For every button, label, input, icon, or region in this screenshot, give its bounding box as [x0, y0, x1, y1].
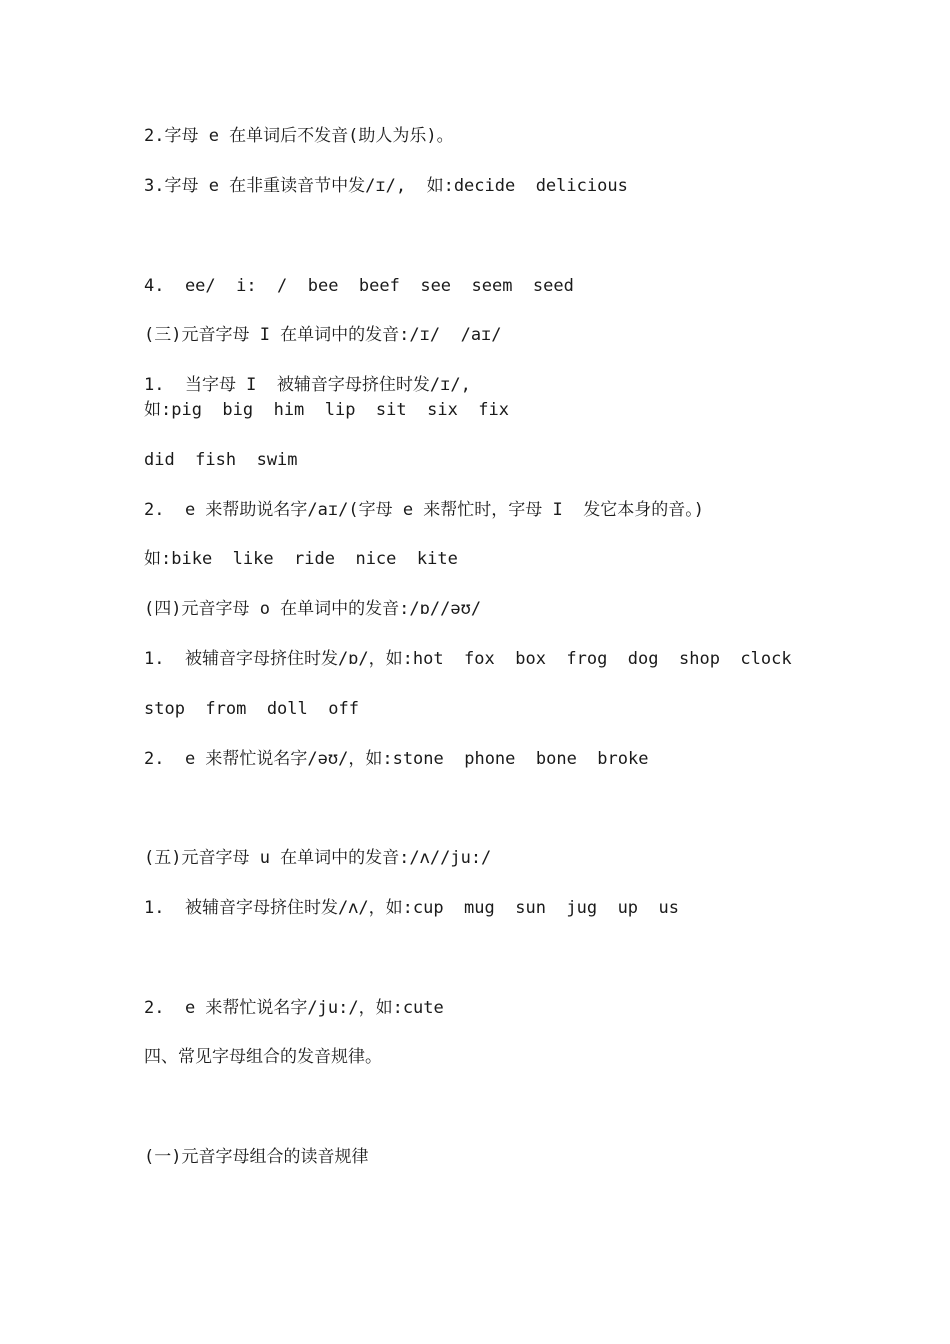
- text-line: 4. ee/ i: / bee beef see seem seed: [144, 276, 574, 296]
- text-line: 2. e 来帮忙说名字/ju:/，如:cute: [144, 998, 444, 1018]
- text-line: 2.字母 e 在单词后不发音(助人为乐)。: [144, 126, 454, 146]
- text-line: 1. 当字母 I 被辅音字母挤住时发/ɪ/,: [144, 375, 471, 395]
- section-heading: (三)元音字母 I 在单词中的发音:/ɪ/ /aɪ/: [144, 325, 502, 345]
- section-heading: (五)元音字母 u 在单词中的发音:/ʌ//ju:/: [144, 848, 492, 868]
- text-line: 2. e 来帮助说名字/aɪ/(字母 e 来帮忙时，字母 I 发它本身的音。): [144, 500, 704, 520]
- text-line: did fish swim: [144, 450, 298, 470]
- chapter-heading: 四、常见字母组合的发音规律。: [144, 1047, 382, 1067]
- text-line: stop from doll off: [144, 699, 359, 719]
- text-line: 如:bike like ride nice kite: [144, 549, 458, 569]
- text-line: 3.字母 e 在非重读音节中发/ɪ/, 如:decide delicious: [144, 176, 628, 196]
- text-line: 如:pig big him lip sit six fix: [144, 400, 509, 420]
- section-heading: (四)元音字母 o 在单词中的发音:/ɒ//əʊ/: [144, 599, 482, 619]
- text-line: 2. e 来帮忙说名字/əʊ/，如:stone phone bone broke: [144, 749, 649, 769]
- section-heading: (一)元音字母组合的读音规律: [144, 1147, 369, 1167]
- text-line: 1. 被辅音字母挤住时发/ɒ/，如:hot fox box frog dog shop clock: [144, 649, 792, 669]
- text-line: 1. 被辅音字母挤住时发/ʌ/，如:cup mug sun jug up us: [144, 898, 679, 918]
